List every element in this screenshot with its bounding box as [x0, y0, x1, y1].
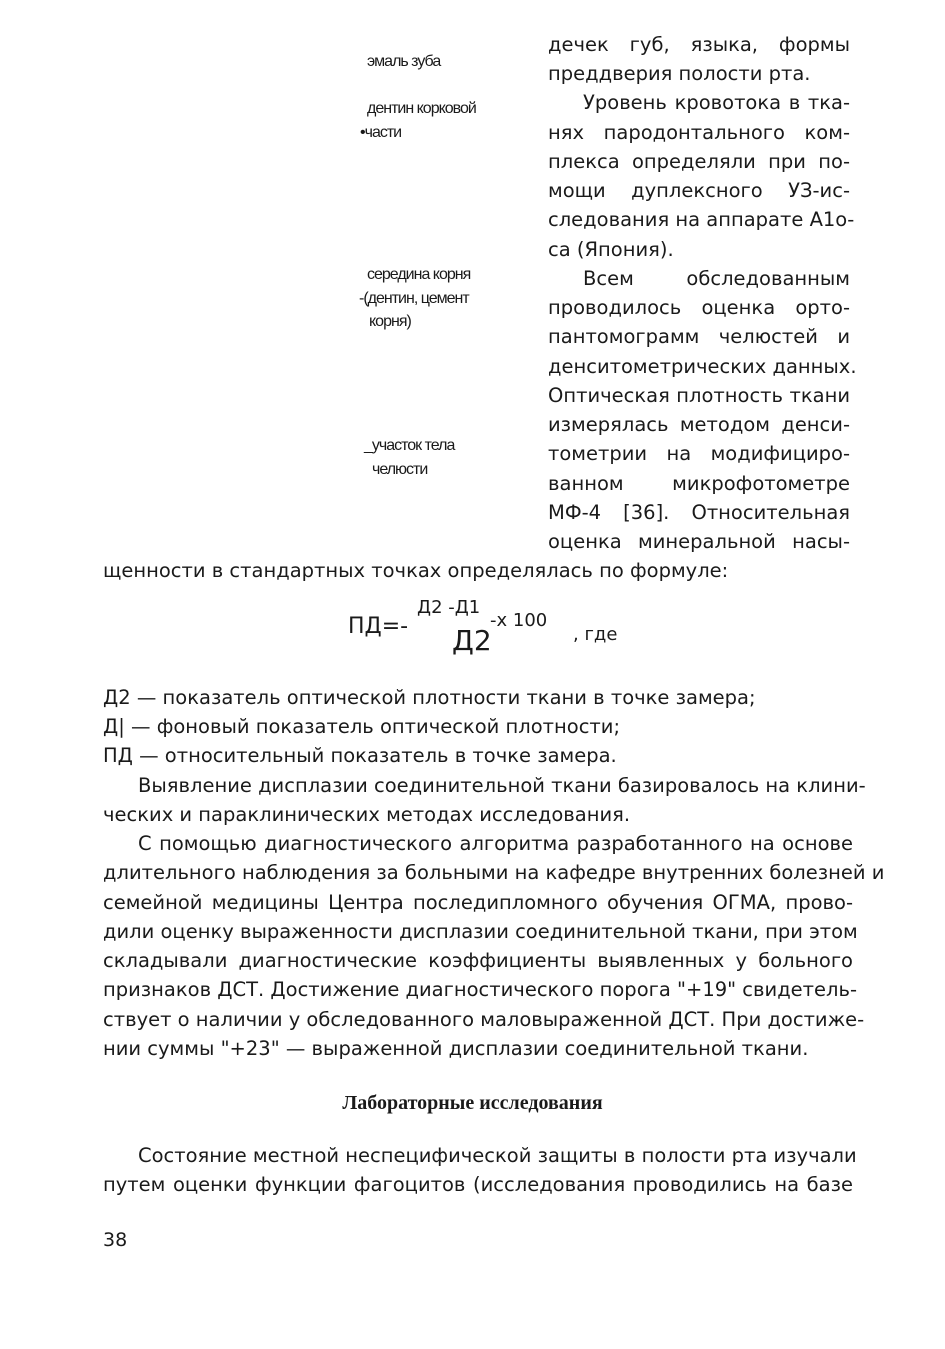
right-line: следования на аппарате А1о- — [548, 208, 855, 231]
paragraph-line: ствует о наличии у обследованного маловыраженной ДСТ. При достиже- — [103, 1008, 865, 1031]
page-number: 38 — [103, 1229, 128, 1251]
section-heading: Лабораторные исследования — [342, 1092, 603, 1114]
right-line: МФ-4 [36]. Относительная — [548, 501, 850, 524]
definition-line: Д| — фоновый показатель оптической плотности; — [103, 715, 621, 738]
right-line: денситометрических данных. — [548, 355, 857, 378]
formula-times: -х 100 — [490, 610, 548, 631]
formula-lhs: ПД=- — [348, 614, 409, 639]
paragraph-line: ческих и параклинических методах исследования. — [103, 803, 631, 826]
paragraph-line: Выявление дисплазии соединительной ткани базировалось на клини- — [138, 774, 866, 797]
right-line: плекса определяли при по- — [548, 150, 850, 173]
paragraph-line: С помощью диагностического алгоритма разработанного на основе — [138, 832, 853, 855]
label-dentin-line2: •части — [360, 124, 402, 141]
definition-line: Д2 — показатель оптической плотности ткани в точке замера; — [103, 686, 756, 709]
formula-denominator: Д2 — [452, 624, 492, 657]
formula-suffix: , где — [573, 624, 618, 645]
right-line: ванном микрофотометре — [548, 472, 850, 495]
label-root-line3: корня) — [369, 313, 411, 330]
paragraph-line: Состояние местной неспецифической защиты в полости рта изучали — [138, 1144, 857, 1167]
right-line: проводилось оценка орто- — [548, 296, 850, 319]
right-line: оценка минеральной насы- — [548, 530, 850, 553]
right-line: измерялась методом денси- — [548, 413, 850, 436]
paragraph-line: семейной медицины Центра последипломного обучения ОГМА, прово- — [103, 891, 853, 914]
paragraph-line: длительного наблюдения за больными на кафедре внутренних болезней и — [103, 861, 885, 884]
right-line: Всем обследованным — [583, 267, 850, 290]
label-dentin-line1: дентин корковой — [367, 100, 476, 117]
definition-line: ПД — относительный показатель в точке замера. — [103, 744, 617, 767]
right-line: мощи дуплексного УЗ-ис- — [548, 179, 850, 202]
paragraph-line: путем оценки функции фагоцитов (исследования проводились на базе — [103, 1173, 853, 1196]
label-jaw-line1: _участок тела — [364, 437, 455, 454]
paragraph-line: складывали диагностические коэффициенты выявленных у больного — [103, 949, 853, 972]
intro-line: щенности в стандартных точках определялась по формуле: — [103, 559, 729, 582]
right-line: тометрии на модифициро- — [548, 442, 850, 465]
right-line: Уровень кровотока в тка- — [583, 91, 850, 114]
paragraph-line: признаков ДСТ. Достижение диагностического порога "+19" свидетель- — [103, 978, 858, 1001]
right-line: пантомограмм челюстей и — [548, 325, 850, 348]
right-line: Оптическая плотность ткани — [548, 384, 850, 407]
formula-numerator: Д2 -Д1 — [417, 597, 481, 618]
right-line: дечек губ, языка, формы — [548, 33, 850, 56]
paragraph-line: дили оценку выраженности дисплазии соединительной ткани, при этом — [103, 920, 858, 943]
right-line: преддверия полости рта. — [548, 62, 811, 85]
label-enamel: эмаль зуба — [367, 53, 441, 70]
right-line: нях пародонтального ком- — [548, 121, 850, 144]
label-root-line2: -(дентин, цемент — [359, 290, 469, 307]
label-jaw-line2: челюсти — [372, 461, 428, 478]
label-root-line1: середина корня — [367, 266, 471, 283]
right-line: са (Япония). — [548, 238, 674, 261]
paragraph-line: нии суммы "+23" — выраженной дисплазии соединительной ткани. — [103, 1037, 809, 1060]
